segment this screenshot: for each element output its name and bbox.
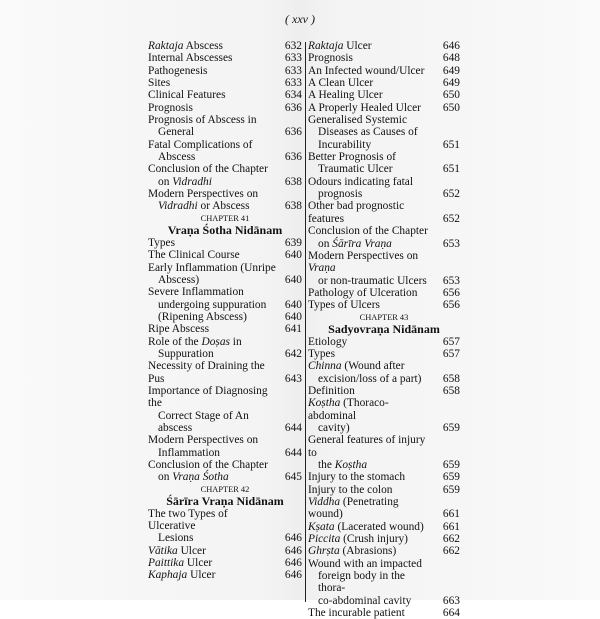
toc-entry[interactable]: [148, 40, 302, 52]
toc-entry-line: [148, 262, 276, 274]
toc-entry[interactable]: [308, 77, 460, 89]
toc-entry[interactable]: [148, 262, 302, 287]
toc-page-number: 634: [284, 89, 302, 102]
toc-page-number: 651: [442, 163, 460, 176]
toc-entry-text: A Properly Healed Ulcer: [308, 101, 421, 114]
toc-entry[interactable]: [148, 52, 302, 64]
toc-entry[interactable]: [308, 607, 460, 619]
toc-page-number: 640: [284, 249, 302, 262]
toc-entry[interactable]: [308, 151, 460, 176]
chapter-label: CHAPTER 41: [200, 213, 250, 223]
chapter-title: Sadyovraṇa Nidānam: [328, 321, 440, 336]
toc-entry-text: co-abdominal cavity: [318, 594, 412, 607]
toc-entry-line: [148, 65, 276, 77]
toc-entry-text: Modern Perspectives on: [148, 188, 259, 201]
toc-entry-text: excision/loss of a part): [318, 372, 422, 385]
toc-entry-line: [148, 274, 276, 286]
toc-entry[interactable]: [148, 508, 302, 545]
toc-entry[interactable]: [308, 496, 460, 521]
chapter-title: Vraṇa Śotha Nidānam: [167, 222, 283, 237]
toc-entry[interactable]: [308, 385, 460, 397]
toc-page-number: 640: [284, 273, 302, 286]
toc-entry-text: Modern Perspectives on: [308, 249, 419, 262]
toc-page-number: 638: [284, 200, 302, 213]
toc-page-number: 659: [442, 483, 460, 496]
toc-entry-line: [308, 459, 434, 471]
toc-entry-line: [308, 102, 434, 114]
toc-entry-line: [308, 89, 434, 101]
toc-entry-line: [148, 348, 276, 360]
toc-entry-line: [308, 151, 434, 163]
toc-entry-text: Conclusion of the Chapter: [308, 225, 428, 238]
toc-page-number: 633: [284, 52, 302, 65]
toc-entry-text: Prognosis: [308, 52, 353, 65]
toc-entry-line: [148, 508, 276, 533]
toc-entry-line: [148, 237, 276, 249]
toc-entry-text: on: [318, 237, 333, 250]
toc-entry-text: Kṣata: [308, 520, 335, 533]
toc-entry[interactable]: [308, 65, 460, 77]
toc-entry[interactable]: [308, 176, 460, 201]
toc-entry[interactable]: [148, 569, 302, 581]
toc-entry-text: Vraṇa Śotha: [172, 471, 229, 484]
toc-entry-text: Śārīra Vraṇa: [332, 237, 392, 250]
toc-entry-text: cavity): [318, 421, 350, 434]
toc-entry-line: [148, 163, 276, 175]
toc-entry-line: [148, 360, 276, 385]
toc-page-number: 643: [284, 372, 302, 385]
toc-page-number: 649: [442, 64, 460, 77]
toc-entry[interactable]: [308, 250, 460, 287]
column-divider: [305, 42, 306, 602]
toc-page-number: 646: [284, 544, 302, 557]
toc-page-number: 653: [442, 237, 460, 250]
toc-page-number: 636: [284, 101, 302, 114]
toc-entry[interactable]: [308, 40, 460, 52]
toc-entry[interactable]: [148, 323, 302, 335]
toc-entry-line: [308, 533, 434, 545]
toc-entry-text: Incurability: [318, 138, 372, 151]
toc-entry-line: [308, 496, 434, 521]
toc-entry-line: [308, 40, 434, 52]
toc-entry[interactable]: [308, 397, 460, 434]
toc-page-number: 658: [442, 384, 460, 397]
toc-entry-text: Ulcer: [187, 569, 216, 582]
toc-entry-line: [148, 200, 276, 212]
toc-page-number: 646: [284, 569, 302, 582]
toc-entry-text: undergoing suppuration: [158, 298, 267, 311]
toc-entry[interactable]: [308, 299, 460, 311]
toc-entry-line: [148, 139, 276, 151]
toc-entry-text: Prognosis: [148, 101, 193, 114]
toc-entry-text: on: [158, 471, 173, 484]
toc-page-number: 661: [442, 508, 460, 521]
toc-page-number: 652: [442, 212, 460, 225]
toc-entry[interactable]: [148, 545, 302, 557]
toc-entry-text: Generalised Systemic: [308, 114, 408, 127]
toc-entry-text: Pathology of Ulceration: [308, 286, 418, 299]
toc-page-number: 646: [284, 557, 302, 570]
toc-page-number: 662: [442, 533, 460, 546]
toc-entry-line: [148, 299, 276, 311]
chapter-label: CHAPTER 43: [359, 312, 409, 322]
toc-entry-line: [308, 163, 434, 175]
toc-entry-line: [148, 126, 276, 138]
toc-entry-text: the: [318, 459, 335, 471]
toc-entry-line: [148, 311, 276, 323]
toc-entry[interactable]: [308, 348, 460, 360]
toc-entry-text: in: [229, 335, 242, 348]
chapter-title: Śārīra Vraṇa Nidānam: [166, 493, 284, 508]
toc-page-number: 661: [442, 520, 460, 533]
toc-entry[interactable]: [308, 533, 460, 545]
toc-entry-text: Raktaja: [148, 40, 184, 52]
toc-entry-text: Doṣas: [201, 335, 230, 348]
toc-entry-text: Injury to the stomach: [308, 471, 406, 484]
toc-entry-text: Correct Stage of An abscess: [158, 409, 249, 434]
toc-entry-text: Lesions: [158, 532, 194, 545]
toc-page-number: 657: [442, 347, 460, 360]
toc-page-number: 663: [442, 594, 460, 607]
toc-page-number: 641: [284, 323, 302, 336]
toc-entry-text: Ghrṣta: [308, 545, 340, 558]
toc-page-number: 657: [442, 335, 460, 348]
toc-entry-text: Viddha: [308, 496, 341, 509]
toc-page-number: 656: [442, 299, 460, 312]
toc-entry-text: Paittika: [148, 557, 185, 570]
toc-page-number: 651: [442, 138, 460, 151]
toc-entry-text: Importance of Diagnosing the: [148, 384, 268, 410]
toc-entry-text: An Infected wound/Ulcer: [308, 64, 425, 77]
toc-entry-text: Clinical Features: [148, 89, 226, 102]
toc-entry-line: [308, 114, 434, 126]
toc-page-number: 645: [284, 471, 302, 484]
page-number: ( xxv ): [285, 12, 315, 26]
toc-entry-line: [308, 225, 434, 237]
toc-entry-text: Internal Abscesses: [148, 52, 233, 65]
toc-entry-line: [148, 557, 276, 569]
toc-entry-text: (Penetrating wound): [308, 496, 399, 521]
toc-entry-text: Etiology: [308, 335, 348, 348]
toc-entry-text: Better Prognosis of: [308, 151, 396, 164]
toc-entry-line: [308, 176, 434, 188]
toc-entry[interactable]: [148, 188, 302, 213]
toc-entry-text: Fatal Complications of: [148, 138, 253, 151]
toc-page-number: 646: [284, 532, 302, 545]
toc-entry[interactable]: [148, 360, 302, 385]
toc-entry[interactable]: [148, 336, 302, 361]
toc-entry-text: Sites: [148, 77, 171, 90]
toc-entry[interactable]: [148, 77, 302, 89]
toc-entry-line: [308, 200, 434, 225]
toc-entry-text: Vātika: [148, 544, 178, 557]
toc-page-number: 644: [284, 446, 302, 459]
toc-page-number: 650: [442, 89, 460, 102]
toc-page-number: 652: [442, 188, 460, 201]
toc-entry[interactable]: [148, 237, 302, 249]
toc-entry-text: (Crush injury): [340, 533, 408, 546]
toc-entry-line: [308, 595, 434, 607]
toc-entry-line: [308, 385, 434, 397]
toc-entry-line: [148, 410, 276, 435]
toc-entry-line: [308, 287, 434, 299]
toc-entry[interactable]: [308, 545, 460, 557]
toc-page-number: 639: [284, 236, 302, 249]
toc-entry-text: A Healing Ulcer: [308, 89, 383, 102]
toc-page-number: 659: [442, 421, 460, 434]
toc-entry-text: Suppuration: [158, 347, 214, 360]
toc-page-number: 664: [442, 607, 460, 619]
toc-entry-line: [308, 521, 434, 533]
toc-entry[interactable]: [308, 360, 460, 385]
toc-entry-text: Necessity of Draining the Pus: [148, 360, 265, 385]
toc-entry-text: (Ripening Abscess): [158, 310, 247, 323]
toc-entry-line: [148, 471, 276, 483]
toc-entry-text: Raktaja: [308, 40, 344, 52]
toc-entry-text: Abscess): [158, 273, 200, 286]
toc-entry-text: Types: [308, 347, 336, 360]
toc-entry-text: The incurable patient: [308, 607, 405, 619]
toc-entry[interactable]: [308, 521, 460, 533]
toc-entry-text: Inflammation: [158, 446, 220, 459]
toc-entry-text: or Abscess: [197, 200, 250, 213]
toc-page-number: 640: [284, 310, 302, 323]
toc-entry-text: prognosis: [318, 188, 363, 201]
toc-entry-text: Conclusion of the Chapter: [148, 163, 268, 176]
toc-entry-text: Odours indicating fatal: [308, 175, 414, 188]
toc-entry-line: [308, 299, 434, 311]
toc-page-number: 646: [442, 40, 460, 52]
toc-page-number: 644: [284, 421, 302, 434]
toc-entry-text: Piccita: [308, 533, 341, 546]
toc-entry-text: on: [158, 175, 173, 188]
toc-entry[interactable]: [148, 434, 302, 459]
toc-entry-line: [148, 385, 276, 410]
toc-page-number: 650: [442, 101, 460, 114]
toc-entry-text: Koṣtha: [308, 397, 341, 410]
toc-entry-line: [308, 348, 434, 360]
toc-entry[interactable]: [148, 459, 302, 484]
toc-entry-text: Types of Ulcers: [308, 299, 380, 312]
toc-entry-line: [308, 607, 434, 619]
toc-entry-text: (Thoraco-abdominal: [308, 397, 389, 422]
toc-entry[interactable]: [308, 200, 460, 225]
toc-entry-line: [148, 52, 276, 64]
toc-entry-line: [308, 570, 434, 595]
toc-entry-text: Types: [148, 236, 176, 249]
toc-entry-line: [308, 188, 434, 200]
toc-entry-line: [148, 77, 276, 89]
toc-entry[interactable]: [308, 52, 460, 64]
toc-page-number: 653: [442, 274, 460, 287]
toc-page-number: 633: [284, 64, 302, 77]
toc-entry-line: [308, 434, 434, 459]
toc-entry[interactable]: [308, 336, 460, 348]
toc-entry-line: [148, 188, 276, 200]
toc-entry-line: [308, 275, 434, 287]
toc-entry-line: [148, 89, 276, 101]
toc-entry[interactable]: [148, 89, 302, 101]
toc-page-number: 636: [284, 151, 302, 164]
toc-entry[interactable]: [308, 89, 460, 101]
toc-entry-line: [308, 77, 434, 89]
toc-entry[interactable]: [148, 557, 302, 569]
toc-entry[interactable]: [308, 114, 460, 151]
toc-entry-line: [148, 286, 276, 298]
toc-page-number: 638: [284, 175, 302, 188]
toc-entry-text: Kaphaja: [148, 569, 188, 582]
toc-entry-line: [308, 336, 434, 348]
toc-entry-line: [308, 360, 434, 372]
toc-entry-text: Pathogenesis: [148, 64, 208, 77]
toc-page-number: 662: [442, 545, 460, 558]
toc-left-column: [148, 40, 302, 582]
toc-page-number: 656: [442, 286, 460, 299]
toc-entry-text: Ulcer: [343, 40, 372, 52]
toc-entry-text: or non-traumatic Ulcers: [318, 274, 427, 287]
toc-entry-line: [308, 250, 434, 275]
toc-entry-text: Vidradhi: [172, 175, 212, 188]
toc-entry[interactable]: [148, 65, 302, 77]
toc-entry-line: [308, 139, 434, 151]
toc-entry-text: Injury to the colon: [308, 483, 393, 496]
toc-entry[interactable]: [308, 484, 460, 496]
toc-page-number: 649: [442, 77, 460, 90]
toc-entry-text: Ulcer: [184, 557, 213, 570]
toc-entry[interactable]: [148, 311, 302, 323]
toc-entry-text: Definition: [308, 384, 355, 397]
toc-entry-text: Vraṇa: [308, 262, 336, 275]
toc-page-number: 642: [284, 347, 302, 360]
toc-entry-text: A Clean Ulcer: [308, 77, 374, 90]
toc-entry-text: The two Types of Ulcerative: [148, 507, 228, 533]
toc-entry-line: [308, 373, 434, 385]
toc-entry[interactable]: [148, 163, 302, 188]
toc-entry-line: [308, 422, 434, 434]
toc-entry-line: [308, 545, 434, 557]
toc-page-number: 633: [284, 77, 302, 90]
toc-entry-text: Wound with an impacted: [308, 557, 422, 570]
toc-entry-line: [148, 102, 276, 114]
toc-entry-line: [148, 151, 276, 163]
toc-entry-text: Chinna: [308, 360, 342, 373]
toc-entry-line: [148, 532, 276, 544]
toc-entry[interactable]: [308, 471, 460, 483]
toc-entry[interactable]: [148, 286, 302, 311]
chapter-label: CHAPTER 42: [200, 484, 250, 494]
toc-entry-text: General features of injury to: [308, 434, 426, 459]
toc-entry-text: (Wound after: [341, 360, 405, 373]
toc-entry-text: (Abrasions): [339, 545, 397, 558]
toc-entry-line: [308, 52, 434, 64]
toc-entry-line: [308, 238, 434, 250]
toc-entry-line: [308, 397, 434, 422]
toc-entry-text: Vidradhi: [158, 200, 198, 213]
toc-entry-line: [308, 126, 434, 138]
toc-entry-line: [148, 434, 276, 446]
toc-entry-line: [148, 569, 276, 581]
toc-right-column: [308, 40, 460, 619]
toc-entry-text: Severe Inflammation: [148, 286, 244, 299]
toc-entry-text: Abscess: [158, 151, 196, 164]
toc-entry[interactable]: [308, 287, 460, 299]
toc-page-number: 632: [284, 40, 302, 52]
toc-entry-text: Other bad prognostic features: [308, 200, 405, 225]
toc-entry[interactable]: [148, 114, 302, 139]
toc-page-number: 648: [442, 52, 460, 65]
toc-entry[interactable]: [308, 102, 460, 114]
toc-entry-line: [148, 176, 276, 188]
toc-page-number: 659: [442, 471, 460, 484]
toc-entry-text: Diseases as Causes of: [318, 126, 418, 139]
toc-entry-line: [308, 65, 434, 77]
toc-entry-text: The Clinical Course: [148, 249, 240, 262]
toc-page-number: 659: [442, 459, 460, 471]
toc-entry-text: (Lacerated wound): [334, 520, 424, 533]
toc-page-number: 640: [284, 298, 302, 311]
toc-entry-text: Ripe Abscess: [148, 323, 210, 336]
toc-entry[interactable]: [148, 139, 302, 164]
toc-entry-text: Role of the: [148, 335, 202, 348]
toc-page-number: 636: [284, 126, 302, 139]
toc-entry-line: [148, 545, 276, 557]
toc-entry-text: foreign body in the thora-: [318, 570, 405, 595]
toc-entry-text: Koṣtha: [334, 459, 368, 471]
toc-entry[interactable]: [148, 249, 302, 261]
toc-entry[interactable]: [308, 225, 460, 250]
toc-entry-line: [148, 336, 276, 348]
toc-entry-text: General: [158, 126, 195, 139]
toc-entry-line: [148, 249, 276, 261]
toc-entry-line: [148, 40, 276, 52]
toc-entry-line: [148, 447, 276, 459]
toc-entry-line: [148, 459, 276, 471]
toc-entry-text: Prognosis of Abscess in: [148, 114, 257, 127]
toc-entry-line: [148, 114, 276, 126]
toc-entry-text: Conclusion of the Chapter: [148, 459, 268, 471]
toc-entry-line: [148, 323, 276, 335]
toc-entry-text: Traumatic Ulcer: [318, 163, 393, 176]
toc-entry[interactable]: [148, 385, 302, 434]
toc-entry-text: Early Inflammation (Unripe: [148, 261, 276, 274]
toc-entry-line: [308, 471, 434, 483]
toc-entry-line: [308, 558, 434, 570]
toc-entry-text: Abscess: [183, 40, 223, 52]
toc-entry[interactable]: [148, 102, 302, 114]
toc-page-number: 658: [442, 372, 460, 385]
toc-entry[interactable]: [308, 434, 460, 471]
toc-entry-text: Modern Perspectives on: [148, 434, 259, 447]
toc-entry-line: [308, 484, 434, 496]
toc-entry-text: Ulcer: [177, 544, 206, 557]
